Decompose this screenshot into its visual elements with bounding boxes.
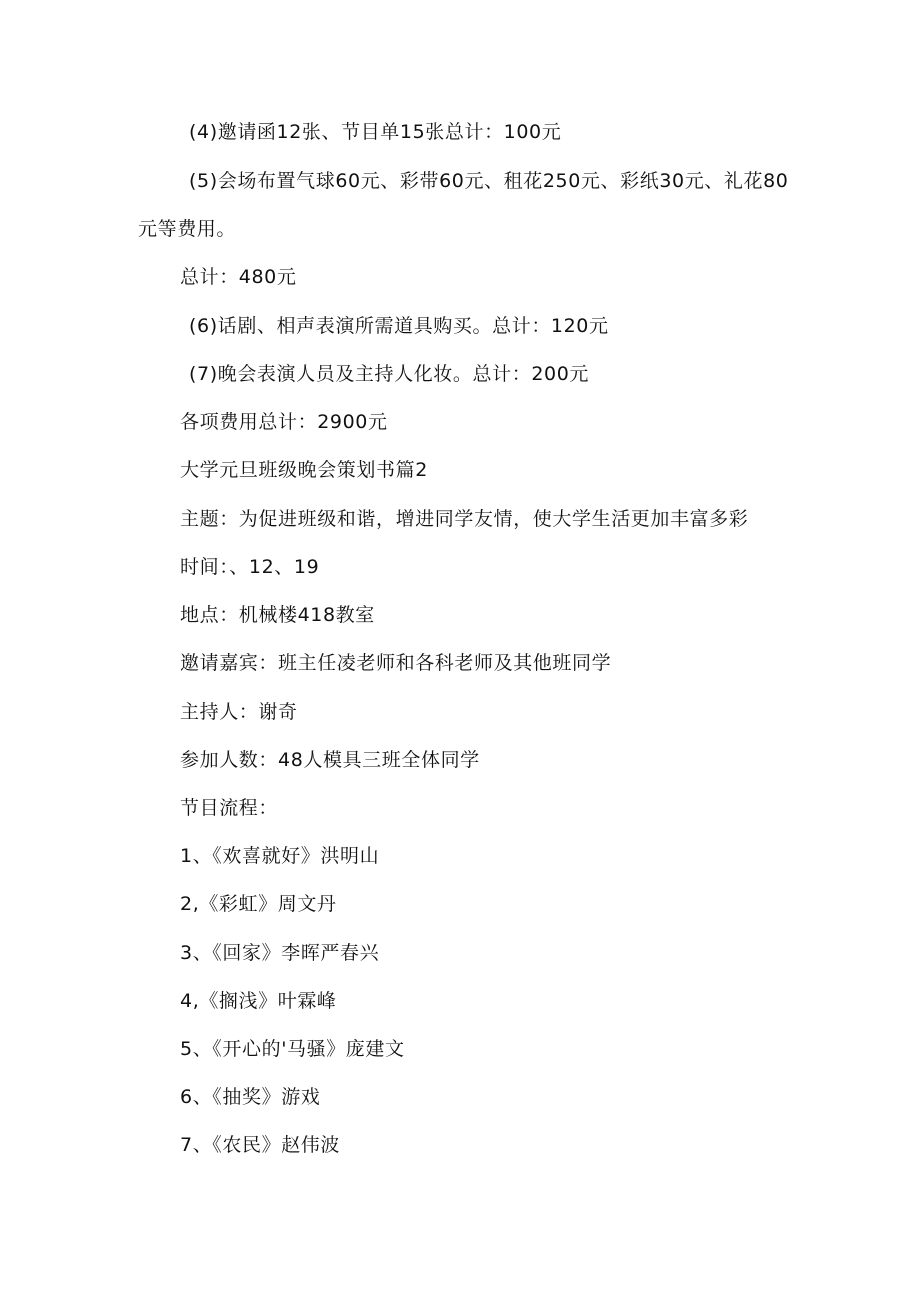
budget-item-4: (4)邀请函12张、节目单15张总计：100元 [189, 121, 562, 143]
location-line: 地点：机械楼418教室 [180, 604, 375, 626]
section-title: 大学元旦班级晚会策划书篇2 [180, 459, 428, 481]
program-item: 5、《开心的'马骚》庞建文 [180, 1038, 405, 1060]
guests-line: 邀请嘉宾：班主任凌老师和各科老师及其他班同学 [180, 652, 612, 674]
program-item: 4,《搁浅》叶霖峰 [180, 990, 337, 1012]
theme-line: 主题：为促进班级和谐，增进同学友情，使大学生活更加丰富多彩 [180, 508, 749, 530]
budget-item-5-line-2: 元等费用。 [138, 218, 237, 240]
program-item: 3、《回家》李晖严春兴 [180, 942, 380, 964]
program-item: 7、《农民》赵伟波 [180, 1134, 340, 1156]
host-line: 主持人：谢奇 [180, 701, 298, 723]
program-heading: 节目流程： [180, 797, 279, 819]
program-item: 6、《抽奖》游戏 [180, 1086, 321, 1108]
grand-total: 各项费用总计：2900元 [180, 411, 388, 433]
budget-item-5-line-1: (5)会场布置气球60元、彩带60元、租花250元、彩纸30元、礼花80 [189, 170, 789, 192]
budget-item-6: (6)话剧、相声表演所需道具购买。总计：120元 [189, 315, 609, 337]
program-item: 2,《彩虹》周文丹 [180, 893, 337, 915]
budget-item-7: (7)晚会表演人员及主持人化妆。总计：200元 [189, 363, 589, 385]
budget-item-5-total: 总计：480元 [180, 266, 297, 288]
time-line: 时间：、12、19 [180, 556, 320, 578]
program-item: 1、《欢喜就好》洪明山 [180, 845, 380, 867]
participants-line: 参加人数：48人模具三班全体同学 [180, 749, 480, 771]
